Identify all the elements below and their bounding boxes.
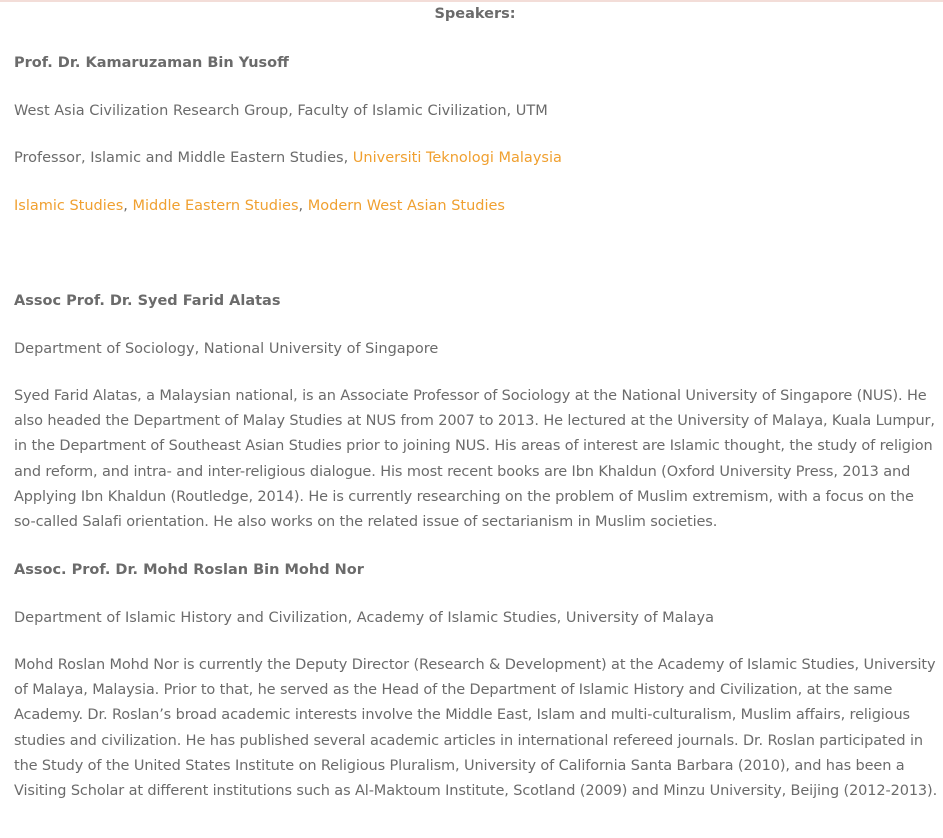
speaker-3-affiliation: Department of Islamic History and Civilization, Academy of Islamic Studies, University of Malaya — [14, 610, 714, 626]
speaker-1-name: Prof. Dr. Kamaruzaman Bin Yusoff — [14, 55, 289, 71]
university-link[interactable]: Universiti Teknologi Malaysia — [352, 150, 562, 166]
top-divider — [0, 0, 943, 2]
tag-link-modern-west-asian-studies[interactable]: Modern West Asian Studies — [307, 198, 505, 214]
page-title: Speakers: — [434, 6, 516, 22]
tag-link-islamic-studies[interactable]: Islamic Studies — [14, 198, 124, 214]
speaker-1-tags — [14, 194, 505, 219]
speaker-3-name: Assoc. Prof. Dr. Mohd Roslan Bin Mohd Nor — [14, 562, 364, 578]
tag-link-middle-eastern-studies[interactable]: Middle Eastern Studies — [132, 198, 299, 214]
speaker-2-bio: Syed Farid Alatas, a Malaysian national, is an Associate Professor of Sociology at the National University of Singapore (NUS). He also headed the Department of Malay Studies at NUS from 2007 to 2013. He lectured at the University of Malaya, Kuala Lumpur, in the Department of Southeast Asian Studies prior to joining NUS. His areas of interest are Islamic thought, the study of religion and reform, and intra- and inter-religious dialogue. His most recent books are Ibn Khaldun (Oxford University Press, 2013 and Applying Ibn Khaldun (Routledge, 2014). He is currently researching on the problem of Muslim extremism, with a focus on the so-called Salafi orientation. He also works on the related issue of sectarianism in Muslim societies. — [14, 388, 935, 531]
speaker-2-affiliation: Department of Sociology, National University of Singapore — [14, 341, 439, 357]
speaker-1-position — [14, 146, 562, 171]
speaker-3-bio: Mohd Roslan Mohd Nor is currently the Deputy Director (Research & Development) at the Academy of Islamic Studies, University of Malaya, Malaysia. Prior to that, he served as the Head of the Department of Islamic History and Civilization, at the same Academy. Dr. Roslan’s broad academic interests involve the Middle East, Islam and multi-culturalism, Muslim affairs, religious studies and civilization. He has published several academic articles in international refereed journals. Dr. Roslan participated in the Study of the United States Institute on Religious Pluralism, University of California Santa Barbara (2010), and has been a Visiting Scholar at different institutions such as Al-Maktoum Institute, Scotland (2009) and Minzu University, Beijing (2012-2013). — [14, 657, 938, 800]
speaker-2-name: Assoc Prof. Dr. Syed Farid Alatas — [14, 293, 281, 309]
tag-separator: , — [123, 198, 133, 214]
speaker-1-affiliation: West Asia Civilization Research Group, Faculty of Islamic Civilization, UTM — [14, 103, 548, 119]
speaker-1-position-text: Professor, Islamic and Middle Eastern Studies, — [14, 150, 353, 166]
tag-separator: , — [298, 198, 308, 214]
